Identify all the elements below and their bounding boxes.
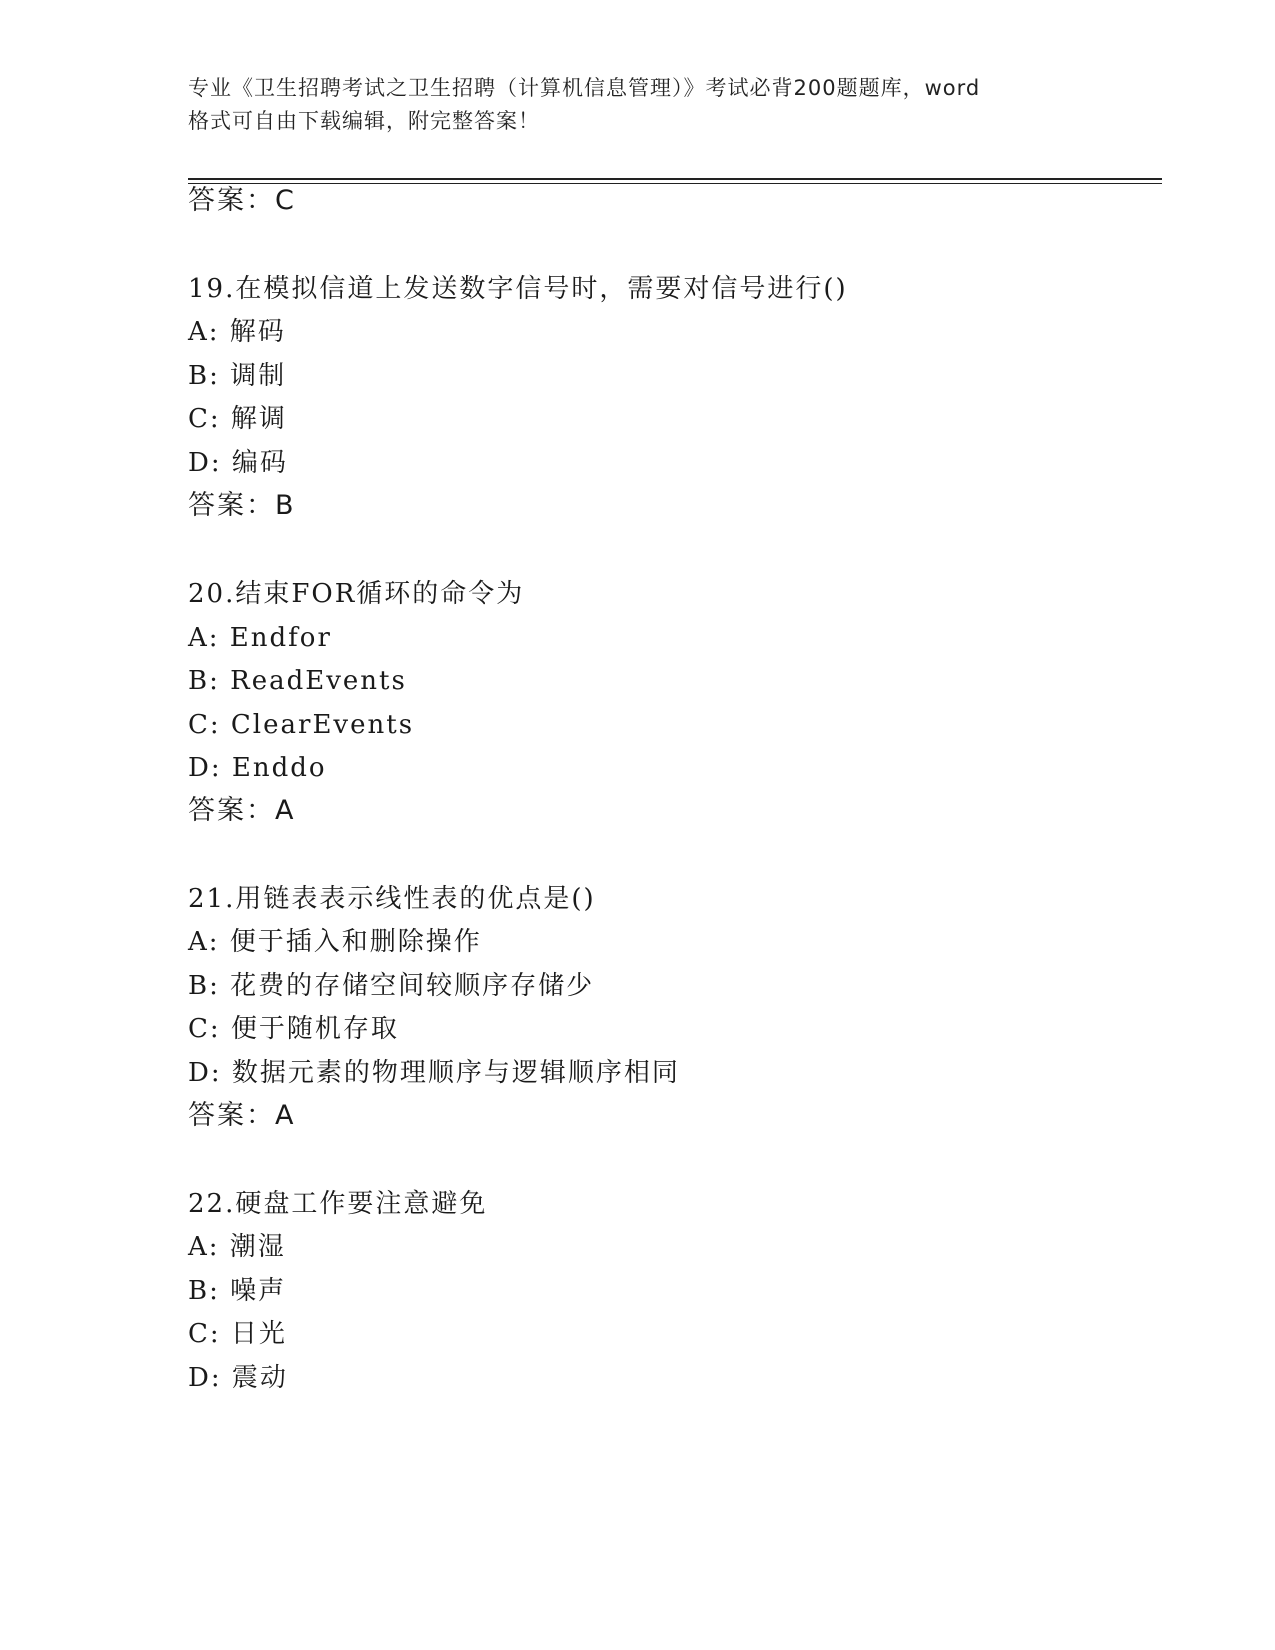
option-b: B: 调制 [188,361,287,391]
option-c: C: 日光 [188,1319,287,1349]
option-a: A: 潮湿 [188,1232,286,1262]
option-d: D: 震动 [188,1363,288,1393]
question-stem: 21.用链表表示线性表的优点是() [188,884,596,914]
option-d: D: 编码 [188,448,288,478]
option-b: B: 噪声 [188,1276,287,1306]
previous-answer: 答案：C [188,185,296,216]
option-d: D: 数据元素的物理顺序与逻辑顺序相同 [188,1058,680,1088]
document-header [188,72,1088,138]
option-b: B: 花费的存储空间较顺序存储少 [188,971,595,1001]
header-line-2: 格式可自由下载编辑，附完整答案！ [188,109,540,133]
option-c: C: ClearEvents [188,710,415,740]
question-answer: 答案：A [188,795,296,826]
option-a: A: 便于插入和删除操作 [188,927,482,957]
option-c: C: 便于随机存取 [188,1014,399,1044]
question-stem: 22.硬盘工作要注意避免 [188,1189,488,1219]
question-answer: 答案：B [188,490,296,521]
question-answer: 答案：A [188,1100,296,1131]
header-divider-thin [188,183,1162,184]
header-line-1: 专业《卫生招聘考试之卫生招聘（计算机信息管理）》考试必背200题题库，word [188,76,981,100]
header-divider-thick [188,178,1162,180]
question-stem: 20.结束FOR循环的命令为 [188,579,525,609]
option-a: A: 解码 [188,317,286,347]
option-a: A: Endfor [188,623,332,653]
question-stem: 19.在模拟信道上发送数字信号时，需要对信号进行() [188,274,848,304]
option-d: D: Enddo [188,753,327,783]
option-b: B: ReadEvents [188,666,407,696]
option-c: C: 解调 [188,404,287,434]
